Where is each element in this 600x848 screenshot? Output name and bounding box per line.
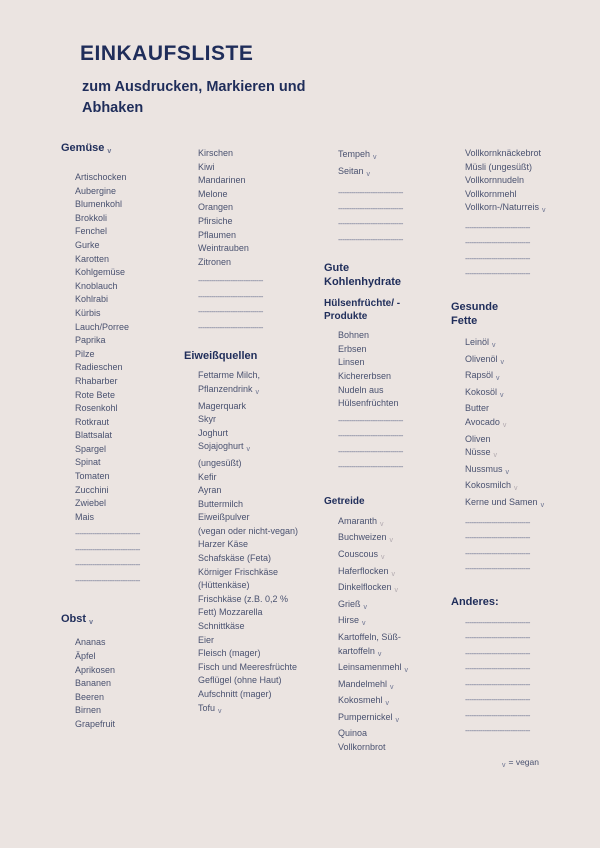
list-item: Tempeh $_v$ — [338, 149, 377, 161]
list-item: Olivenöl $_v$ — [465, 353, 505, 366]
blank-line: ------------------------------ — [338, 234, 403, 244]
list-item: Harzer Käse — [198, 539, 249, 550]
blank-lines — [338, 185, 414, 247]
list-item: kartoffeln $_v$ — [338, 645, 382, 658]
list-item: Linsen — [338, 357, 365, 368]
list-item: Kartoffeln, Süß- — [338, 631, 401, 642]
list-item: Leinöl $_v$ — [465, 336, 496, 349]
vegan-mark: v — [542, 207, 546, 215]
list-item: Kerne und Samen $_v$ — [465, 496, 545, 509]
list-item: Orangen — [198, 202, 234, 213]
vegan-mark: v — [500, 358, 505, 366]
list-item: Erbsen — [338, 343, 367, 354]
list-item: Kefir — [198, 471, 217, 482]
list-item: Rotkraut — [75, 416, 110, 427]
blank-line: ------------------------------ — [465, 238, 530, 248]
list-item: Blumenkohl — [75, 199, 123, 210]
list-item: Kohlrabi — [75, 294, 109, 305]
blank-line: ------------------------------ — [465, 695, 530, 704]
list-item: Pfirsiche — [198, 215, 233, 226]
vegan-mark: v — [89, 619, 93, 627]
list-item: Oliven — [465, 433, 491, 444]
list-item: Leinsamenmehl $_v$ — [338, 662, 409, 675]
vegan-mark: v — [377, 650, 382, 658]
blank-line: ------------------------------ — [338, 203, 403, 213]
list-item: Sojajoghurt $_v$ — [198, 441, 251, 454]
blank-line: ------------------------------ — [465, 533, 530, 542]
column-1 — [61, 141, 140, 732]
vegan-legend: $_v$ = vegan — [502, 757, 539, 769]
section-heading-huelsenfruechte: Hülsenfrüchte/ -Produkte — [324, 298, 401, 323]
list-item: Karotten — [75, 253, 110, 264]
list-item: Blattsalat — [75, 430, 113, 441]
kohlenhydrate-list-continued — [465, 147, 546, 218]
list-item: Fettarme Milch, — [198, 370, 261, 381]
list-item: Mais — [75, 511, 95, 522]
getreide-list — [338, 515, 414, 755]
section-heading-anderes: Anderes: — [451, 595, 499, 608]
list-item: Mandarinen — [198, 175, 246, 186]
blank-line: ------------------------------ — [338, 188, 403, 198]
column-3 — [324, 148, 414, 755]
column-2 — [184, 147, 299, 718]
page-title: EINKAUFSLISTE — [80, 42, 254, 65]
blank-line: ------------------------------ — [465, 648, 530, 658]
list-item: Birnen — [75, 705, 102, 716]
blank-line: ------------------------------ — [465, 253, 530, 263]
list-item: Kiwi — [198, 161, 215, 172]
blank-line: ------------------------------ — [338, 446, 403, 456]
list-item: Spargel — [75, 443, 107, 454]
column-4 — [451, 147, 546, 739]
vegan-mark: v — [390, 683, 394, 691]
list-item: Butter — [465, 403, 490, 414]
blank-line: ------------------------------ — [465, 222, 530, 232]
list-item: Hirse $_v$ — [338, 615, 366, 628]
blank-line: ------------------------------ — [465, 664, 530, 673]
list-item: Körniger Frischkäse — [198, 566, 279, 577]
list-item: Joghurt — [198, 427, 229, 438]
list-item: Äpfel — [75, 651, 96, 662]
list-item: Kokosmilch $_v$ — [465, 480, 518, 493]
list-item: Seitan $_v$ — [338, 165, 371, 178]
list-item: Dinkelflocken $_v$ — [338, 582, 399, 595]
blank-line: ------------------------------ — [338, 462, 403, 472]
list-item: Radieschen — [75, 362, 123, 373]
blank-line: ------------------------------ — [465, 517, 530, 527]
vegan-mark: v — [389, 537, 394, 545]
vegan-mark: v — [362, 620, 366, 628]
list-item: Beeren — [75, 691, 105, 702]
gemuese-list — [75, 171, 140, 524]
list-item: Brokkoli — [75, 212, 108, 223]
vegan-mark: v — [496, 375, 500, 383]
list-item: Artischocken — [75, 172, 127, 182]
list-item: Grapefruit — [75, 719, 116, 729]
list-item: Mandelmehl $_v$ — [338, 678, 394, 691]
list-item: Magerquark — [198, 400, 247, 411]
vegan-mark: v — [492, 341, 496, 349]
blank-line: ------------------------------ — [198, 307, 263, 317]
list-item: Skyr — [198, 414, 216, 425]
list-item: Spinat — [75, 457, 101, 468]
blank-line: ------------------------------ — [75, 544, 140, 554]
list-item: Ananas — [75, 637, 106, 648]
list-item: Haferflocken $_v$ — [338, 565, 396, 578]
list-item: Kürbis — [75, 307, 101, 318]
fette-list — [465, 336, 546, 513]
list-item: Zucchini — [75, 484, 109, 495]
blank-line: ------------------------------ — [465, 633, 530, 642]
list-item: Vollkornknäckebrot — [465, 148, 542, 158]
blank-line: ------------------------------ — [465, 679, 530, 689]
list-item: Pflanzendrink $_v$ — [198, 383, 260, 396]
list-item: Fett) Mozzarella — [198, 607, 263, 618]
vegan-mark: v — [107, 148, 112, 155]
list-item: Knoblauch — [75, 280, 118, 291]
blank-line: ------------------------------ — [75, 575, 140, 585]
section-heading-kohlenhydrate: Gute Kohlenhydrate — [324, 262, 402, 289]
list-item: Rhabarber — [75, 375, 118, 386]
list-item: Ayran — [198, 485, 222, 496]
list-item: Aufschnitt (mager) — [198, 689, 272, 699]
blank-line: ------------------------------ — [198, 322, 263, 332]
list-item: Zitronen — [198, 256, 232, 267]
list-item: Aubergine — [75, 185, 117, 196]
list-item: Rapsöl $_v$ — [465, 370, 500, 383]
vegan-mark: v — [395, 716, 400, 724]
list-item: Rote Bete — [75, 389, 116, 400]
list-item: Pflaumen — [198, 229, 237, 240]
vegan-mark: v — [500, 391, 504, 399]
vegan-mark: v — [363, 603, 367, 611]
list-item: Kokosmehl $_v$ — [338, 695, 390, 708]
list-item: (ungesüßt) — [198, 457, 242, 468]
vegan-mark: v — [373, 154, 377, 161]
vegan-mark: v — [391, 570, 396, 578]
vegan-mark: v — [394, 587, 399, 595]
vegan-mark: v — [366, 170, 371, 178]
list-item: Grieß $_v$ — [338, 598, 367, 611]
list-item: Nüsse $_v$ — [465, 447, 498, 460]
vegan-mark: v — [380, 520, 384, 528]
blank-lines — [198, 273, 298, 335]
list-item: Tomaten — [75, 471, 110, 482]
list-item: Fenchel — [75, 226, 108, 237]
list-item: (vegan oder nicht-vegan) — [198, 525, 299, 536]
list-item: Gurke — [75, 239, 100, 250]
vegan-mark: v — [502, 421, 507, 429]
list-item: Vollkornmehl — [465, 188, 517, 199]
list-item: Aprikosen — [75, 664, 116, 675]
list-item: Kirschen — [198, 148, 234, 158]
vegan-mark: v — [514, 485, 518, 493]
section-heading-fette: Gesunde Fette — [451, 300, 499, 327]
list-item: Geflügel (ohne Haut) — [198, 675, 282, 686]
huelsen-list — [338, 329, 414, 411]
list-item: Fleisch (mager) — [198, 648, 261, 659]
blank-line: ------------------------------ — [338, 219, 403, 229]
blank-line: ------------------------------ — [465, 548, 530, 558]
obst-list — [75, 636, 140, 731]
list-item: Eiweißpulver — [198, 512, 250, 523]
vegan-mark: v — [218, 707, 222, 715]
eiweiss-list — [198, 369, 298, 718]
list-item: Quinoa — [338, 728, 368, 739]
list-item: Vollkorn-/Naturreis $_v$ — [465, 202, 546, 215]
list-item: Schafskäse (Feta) — [198, 553, 272, 564]
vegan-mark: v — [502, 762, 506, 769]
list-item: Hülsenfrüchten — [338, 398, 399, 409]
page-subtitle: zum Ausdrucken, Markieren und Abhaken — [82, 79, 306, 116]
list-item: Melone — [198, 188, 228, 199]
obst-list-continued — [198, 147, 298, 269]
list-item: Vollkornbrot — [338, 742, 386, 753]
blank-lines — [465, 220, 546, 282]
blank-lines — [465, 515, 546, 577]
list-item: Lauch/Porree — [75, 321, 130, 332]
blank-line: ------------------------------ — [338, 415, 403, 425]
list-item: Kokosöl $_v$ — [465, 386, 504, 399]
list-item: Tofu $_v$ — [198, 702, 222, 715]
blank-lines — [338, 413, 414, 475]
list-item: Nudeln aus — [338, 384, 384, 395]
vegan-mark: v — [404, 667, 409, 675]
section-heading-gemuese: Gemüse v — [61, 142, 112, 155]
list-item: Bohnen — [338, 330, 370, 341]
section-heading-getreide: Getreide — [324, 495, 365, 507]
list-item: Paprika — [75, 335, 106, 346]
list-item: Frischkäse (z.B. 0,2 % — [198, 593, 289, 604]
blank-line: ------------------------------ — [465, 269, 530, 279]
list-item: Zwiebel — [75, 498, 107, 509]
blank-line: ------------------------------ — [465, 726, 530, 735]
list-item: Amaranth $_v$ — [338, 515, 384, 528]
blank-line: ------------------------------ — [465, 564, 530, 573]
blank-lines — [75, 526, 140, 588]
blank-lines — [465, 615, 546, 739]
list-item: Kohlgemüse — [75, 267, 126, 278]
vegan-mark: v — [246, 446, 251, 454]
blank-line: ------------------------------ — [465, 617, 530, 627]
list-item: Pilze — [75, 348, 95, 359]
list-item: Müsli (ungesüßt) — [465, 161, 533, 172]
blank-line: ------------------------------ — [75, 560, 140, 570]
blank-line: ------------------------------ — [465, 710, 530, 720]
list-item: Nussmus $_v$ — [465, 463, 510, 476]
list-item: Buchweizen $_v$ — [338, 532, 394, 545]
vegan-mark: v — [493, 452, 498, 460]
list-item: (Hüttenkäse) — [198, 580, 250, 591]
list-item: Weintrauben — [198, 243, 249, 254]
blank-line: ------------------------------ — [338, 431, 403, 441]
list-item: Kichererbsen — [338, 370, 392, 381]
list-item: Couscous $_v$ — [338, 548, 385, 561]
list-item: Rosenkohl — [75, 403, 118, 414]
protein-list-continued — [338, 148, 414, 181]
vegan-mark: v — [505, 468, 510, 476]
section-heading-obst: Obst v — [61, 613, 93, 627]
list-item: Buttermilch — [198, 498, 244, 509]
vegan-mark: v — [385, 700, 390, 708]
list-item: Schnittkäse — [198, 621, 245, 632]
blank-line: ------------------------------ — [198, 291, 263, 301]
vegan-mark: v — [255, 388, 260, 396]
list-item: Bananen — [75, 678, 112, 689]
list-item: Fisch und Meeresfrüchte — [198, 661, 298, 672]
list-item: Eier — [198, 634, 215, 645]
vegan-mark: v — [381, 553, 385, 561]
blank-line: ------------------------------ — [198, 276, 263, 286]
vegan-mark: v — [540, 501, 545, 509]
list-item: Pumpernickel $_v$ — [338, 711, 400, 724]
blank-line: ------------------------------ — [75, 529, 140, 539]
section-heading-eiweiss: Eiweißquellen — [184, 350, 258, 363]
list-item: Avocado $_v$ — [465, 416, 507, 429]
list-item: Vollkornnudeln — [465, 175, 525, 186]
